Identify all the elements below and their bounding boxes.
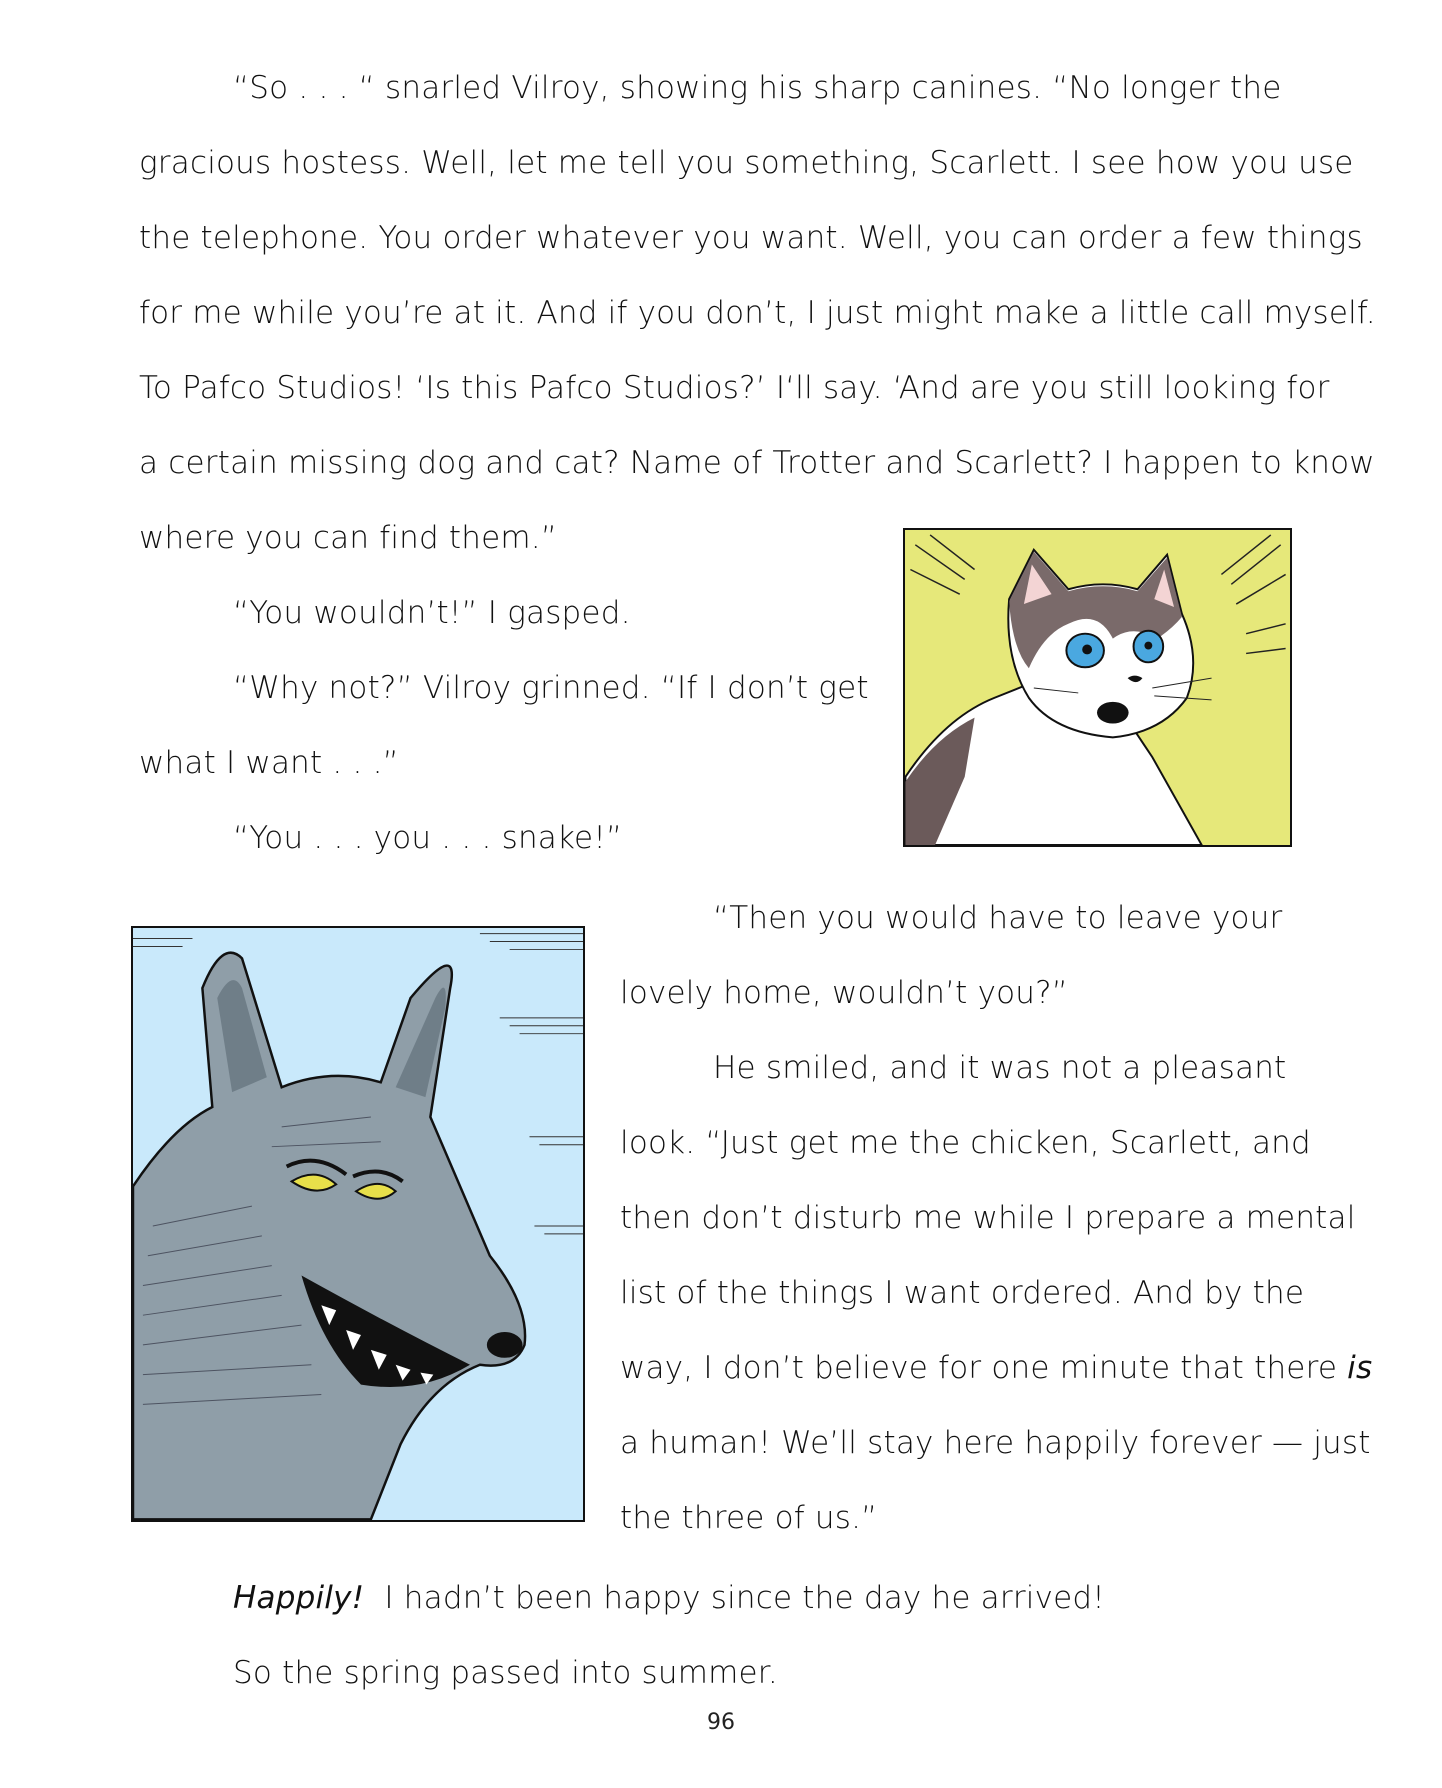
- text-line: “You wouldn’t!” I gasped.: [233, 595, 631, 631]
- text-line: list of the things I want ordered. And by the: [620, 1275, 1305, 1311]
- text-line: a certain missing dog and cat? Name of Trotter and Scarlett? I happen to know: [139, 445, 1375, 481]
- wolf-illustration: [131, 926, 585, 1522]
- wolf-drawing: [133, 928, 583, 1520]
- text-line: So the spring passed into summer.: [233, 1655, 778, 1691]
- cat-illustration: [903, 528, 1292, 847]
- text-line: look. “Just get me the chicken, Scarlett, and: [620, 1125, 1311, 1161]
- text-line: where you can find them.”: [139, 520, 558, 556]
- text-line: lovely home, wouldn’t you?”: [620, 975, 1069, 1011]
- text-line: “Then you would have to leave your: [713, 900, 1283, 936]
- text-line: what I want . . .”: [139, 745, 399, 781]
- text-line: He smiled, and it was not a pleasant: [713, 1050, 1287, 1086]
- text-line-with-italic: [620, 1348, 1372, 1388]
- page-number: 96: [707, 1710, 735, 1735]
- text-segment: way, I don’t believe for one minute that there: [620, 1350, 1348, 1386]
- text-line: “So . . . “ snarled Vilroy, showing his sharp canines. “No longer the: [233, 70, 1282, 106]
- text-line: for me while you’re at it. And if you don’t, I just might make a little call myself.: [139, 295, 1376, 331]
- italic-is: is: [1347, 1350, 1373, 1386]
- text-line: To Pafco Studios! ‘Is this Pafco Studios?’ I‘ll say. ‘And are you still looking for: [139, 370, 1330, 406]
- text-line: gracious hostess. Well, let me tell you something, Scarlett. I see how you use: [139, 145, 1354, 181]
- text-segment: I hadn’t been happy since the day he arrived!: [384, 1580, 1105, 1616]
- text-line: the telephone. You order whatever you want. Well, you can order a few things: [139, 220, 1363, 256]
- text-line: a human! We’ll stay here happily forever — just: [620, 1425, 1371, 1461]
- italic-happily: Happily!: [233, 1580, 365, 1616]
- text-line: “You . . . you . . . snake!”: [233, 820, 623, 856]
- text-line-with-italic: [233, 1578, 1105, 1618]
- text-line: then don’t disturb me while I prepare a mental: [620, 1200, 1356, 1236]
- text-line: the three of us.”: [620, 1500, 878, 1536]
- text-line: “Why not?” Vilroy grinned. “If I don’t get: [233, 670, 869, 706]
- cat-drawing: [905, 530, 1290, 845]
